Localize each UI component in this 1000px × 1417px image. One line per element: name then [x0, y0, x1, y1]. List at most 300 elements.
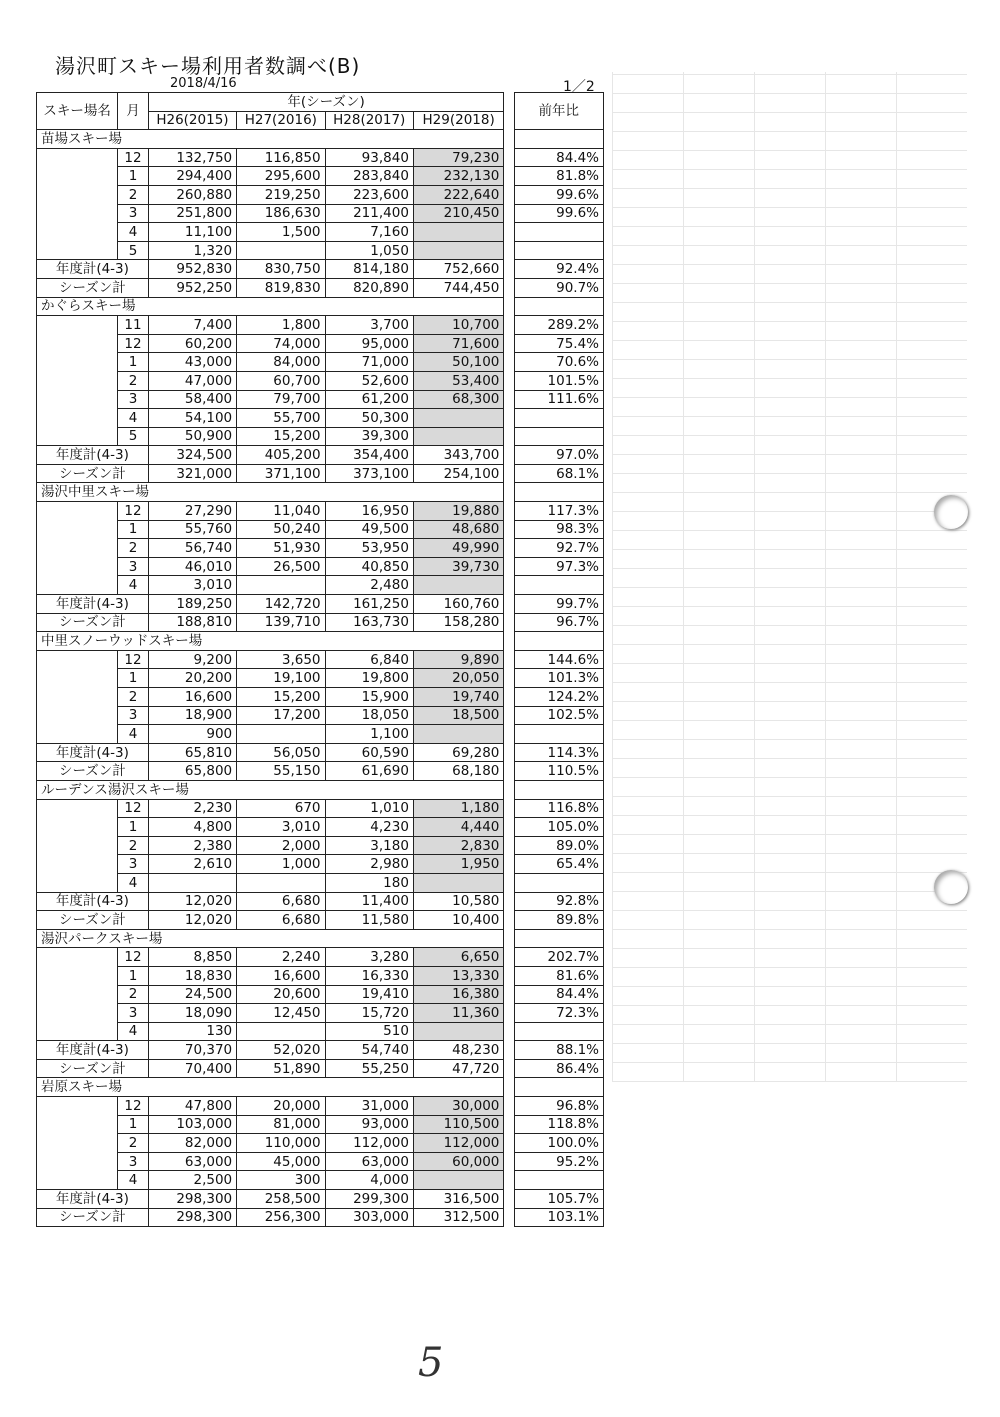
resort-name: 湯沢パークスキー場	[37, 929, 504, 948]
ratio-cell	[514, 929, 603, 948]
value-cell: 50,100	[413, 353, 503, 372]
value-cell: 8,850	[148, 948, 236, 967]
value-cell: 405,200	[237, 446, 325, 465]
value-cell: 70,370	[148, 1041, 236, 1060]
value-cell: 103,000	[148, 1115, 236, 1134]
value-cell: 39,730	[413, 557, 503, 576]
blank-cell	[37, 390, 118, 409]
blank-cell	[37, 966, 118, 985]
value-cell: 56,050	[237, 743, 325, 762]
value-cell: 20,050	[413, 669, 503, 688]
blank-cell	[37, 725, 118, 744]
ratio-value: 88.1%	[514, 1041, 603, 1060]
gap-cell	[504, 706, 514, 725]
value-cell: 4,000	[325, 1171, 413, 1190]
gap-cell	[504, 688, 514, 707]
blank-cell	[37, 427, 118, 446]
value-cell: 50,300	[325, 409, 413, 428]
value-cell: 53,400	[413, 371, 503, 390]
ratio-value	[514, 409, 603, 428]
total-row	[37, 1059, 604, 1078]
gap-cell	[504, 595, 514, 614]
gap-cell	[504, 873, 514, 892]
value-cell	[413, 873, 503, 892]
gap-cell	[504, 185, 514, 204]
section-row	[37, 1078, 604, 1097]
table-row	[37, 204, 604, 223]
ratio-value: 105.7%	[514, 1190, 603, 1209]
blank-cell	[37, 353, 118, 372]
ratio-cell	[514, 297, 603, 316]
blank-cell	[37, 223, 118, 242]
gap-cell	[504, 371, 514, 390]
page-number: 1／2	[563, 79, 595, 95]
month-cell: 3	[118, 557, 148, 576]
blank-cell	[37, 576, 118, 595]
ratio-value	[514, 725, 603, 744]
value-cell: 61,690	[325, 762, 413, 781]
value-cell: 18,500	[413, 706, 503, 725]
total-row	[37, 743, 604, 762]
blank-cell	[37, 371, 118, 390]
value-cell: 371,100	[237, 464, 325, 483]
table-row	[37, 1097, 604, 1116]
header-year-2: H28(2017)	[325, 111, 413, 130]
value-cell: 188,810	[148, 613, 236, 632]
value-cell	[237, 1022, 325, 1041]
show-through-reverse-page	[612, 72, 967, 1082]
total-label: シーズン計	[37, 1208, 149, 1227]
resort-name: 湯沢中里スキー場	[37, 483, 504, 502]
blank-cell	[37, 520, 118, 539]
header-ratio: 前年比	[514, 93, 603, 130]
blank-cell	[37, 241, 118, 260]
month-cell: 12	[118, 650, 148, 669]
value-cell: 1,050	[325, 241, 413, 260]
value-cell: 10,580	[413, 892, 503, 911]
gap-cell	[504, 167, 514, 186]
value-cell	[237, 576, 325, 595]
value-cell: 18,900	[148, 706, 236, 725]
month-cell: 2	[118, 1134, 148, 1153]
ratio-value: 100.0%	[514, 1134, 603, 1153]
gap-cell	[504, 836, 514, 855]
gap-cell	[504, 427, 514, 446]
month-cell: 3	[118, 855, 148, 874]
value-cell: 81,000	[237, 1115, 325, 1134]
total-label: シーズン計	[37, 464, 149, 483]
ratio-cell	[514, 780, 603, 799]
total-label: シーズン計	[37, 278, 149, 297]
blank-cell	[37, 1004, 118, 1023]
table-row	[37, 1115, 604, 1134]
value-cell: 2,000	[237, 836, 325, 855]
value-cell: 1,010	[325, 799, 413, 818]
header-year-1: H27(2016)	[237, 111, 325, 130]
table-row	[37, 966, 604, 985]
total-label: シーズン計	[37, 762, 149, 781]
table-row	[37, 1171, 604, 1190]
value-cell: 132,750	[148, 148, 236, 167]
value-cell: 51,930	[237, 539, 325, 558]
table-row	[37, 985, 604, 1004]
value-cell: 18,830	[148, 966, 236, 985]
value-cell: 6,650	[413, 948, 503, 967]
show-through-grid	[612, 72, 967, 1082]
value-cell: 830,750	[237, 260, 325, 279]
value-cell: 63,000	[325, 1152, 413, 1171]
gap-cell	[504, 1059, 514, 1078]
blank-cell	[37, 316, 118, 335]
month-cell: 5	[118, 427, 148, 446]
total-row	[37, 595, 604, 614]
ratio-value: 84.4%	[514, 985, 603, 1004]
month-cell: 12	[118, 502, 148, 521]
table-row	[37, 502, 604, 521]
ratio-cell	[514, 483, 603, 502]
ratio-value: 65.4%	[514, 855, 603, 874]
blank-cell	[37, 1171, 118, 1190]
gap-cell	[504, 316, 514, 335]
value-cell: 54,740	[325, 1041, 413, 1060]
value-cell: 11,580	[325, 911, 413, 930]
table-row	[37, 706, 604, 725]
ratio-value	[514, 223, 603, 242]
table-row	[37, 873, 604, 892]
value-cell: 2,240	[237, 948, 325, 967]
gap-cell	[504, 1097, 514, 1116]
value-cell: 1,800	[237, 316, 325, 335]
ratio-value	[514, 576, 603, 595]
ratio-value: 98.3%	[514, 520, 603, 539]
value-cell: 52,600	[325, 371, 413, 390]
ratio-value: 92.7%	[514, 539, 603, 558]
gap-cell	[504, 632, 514, 651]
value-cell: 19,800	[325, 669, 413, 688]
blank-cell	[37, 148, 118, 167]
gap-cell	[504, 1115, 514, 1134]
value-cell: 186,630	[237, 204, 325, 223]
blank-cell	[37, 818, 118, 837]
blank-cell	[37, 1097, 118, 1116]
table-row	[37, 948, 604, 967]
ratio-value	[514, 241, 603, 260]
value-cell: 65,800	[148, 762, 236, 781]
table-row	[37, 576, 604, 595]
gap-cell	[504, 130, 514, 149]
month-cell: 2	[118, 985, 148, 1004]
month-cell: 2	[118, 688, 148, 707]
gap-cell	[504, 334, 514, 353]
total-label: 年度計(4-3)	[37, 446, 149, 465]
value-cell: 47,720	[413, 1059, 503, 1078]
value-cell: 3,650	[237, 650, 325, 669]
ratio-value: 110.5%	[514, 762, 603, 781]
table-row	[37, 1134, 604, 1153]
ratio-value: 95.2%	[514, 1152, 603, 1171]
value-cell: 68,180	[413, 762, 503, 781]
value-cell: 11,360	[413, 1004, 503, 1023]
total-label: シーズン計	[37, 911, 149, 930]
value-cell: 50,900	[148, 427, 236, 446]
blank-cell	[37, 669, 118, 688]
value-cell: 189,250	[148, 595, 236, 614]
gap-cell	[504, 855, 514, 874]
value-cell: 19,100	[237, 669, 325, 688]
value-cell: 9,890	[413, 650, 503, 669]
month-cell: 2	[118, 371, 148, 390]
table-row	[37, 241, 604, 260]
ratio-value: 103.1%	[514, 1208, 603, 1227]
ratio-value: 118.8%	[514, 1115, 603, 1134]
value-cell: 39,300	[325, 427, 413, 446]
gap-cell	[504, 743, 514, 762]
value-cell: 45,000	[237, 1152, 325, 1171]
value-cell: 71,000	[325, 353, 413, 372]
resort-name: 苗場スキー場	[37, 130, 504, 149]
resort-name: 中里スノーウッドスキー場	[37, 632, 504, 651]
value-cell: 52,020	[237, 1041, 325, 1060]
ratio-value: 117.3%	[514, 502, 603, 521]
value-cell	[413, 223, 503, 242]
value-cell	[413, 725, 503, 744]
value-cell: 142,720	[237, 595, 325, 614]
value-cell: 20,000	[237, 1097, 325, 1116]
gap-cell	[504, 929, 514, 948]
value-cell: 670	[237, 799, 325, 818]
blank-cell	[37, 167, 118, 186]
value-cell: 60,200	[148, 334, 236, 353]
value-cell: 232,130	[413, 167, 503, 186]
table-row	[37, 427, 604, 446]
table-row	[37, 725, 604, 744]
value-cell	[237, 873, 325, 892]
month-cell: 11	[118, 316, 148, 335]
gap-cell	[504, 985, 514, 1004]
table-row	[37, 650, 604, 669]
value-cell: 31,000	[325, 1097, 413, 1116]
value-cell: 300	[237, 1171, 325, 1190]
blank-cell	[37, 1115, 118, 1134]
value-cell: 819,830	[237, 278, 325, 297]
value-cell	[413, 241, 503, 260]
value-cell: 343,700	[413, 446, 503, 465]
ratio-value: 101.3%	[514, 669, 603, 688]
punch-hole-bottom	[934, 870, 968, 904]
value-cell: 294,400	[148, 167, 236, 186]
month-cell: 4	[118, 1171, 148, 1190]
value-cell: 16,600	[237, 966, 325, 985]
value-cell: 3,280	[325, 948, 413, 967]
table-row	[37, 409, 604, 428]
value-cell: 69,280	[413, 743, 503, 762]
value-cell	[413, 1022, 503, 1041]
blank-cell	[37, 1152, 118, 1171]
table-row	[37, 316, 604, 335]
value-cell: 2,500	[148, 1171, 236, 1190]
total-row	[37, 613, 604, 632]
gap-cell	[504, 799, 514, 818]
month-cell: 4	[118, 873, 148, 892]
value-cell: 20,200	[148, 669, 236, 688]
value-cell: 110,000	[237, 1134, 325, 1153]
value-cell: 16,950	[325, 502, 413, 521]
value-cell: 952,250	[148, 278, 236, 297]
month-cell: 4	[118, 223, 148, 242]
value-cell	[413, 576, 503, 595]
total-label: 年度計(4-3)	[37, 595, 149, 614]
value-cell: 48,230	[413, 1041, 503, 1060]
value-cell: 222,640	[413, 185, 503, 204]
total-row	[37, 446, 604, 465]
value-cell: 26,500	[237, 557, 325, 576]
blank-cell	[37, 557, 118, 576]
value-cell: 752,660	[413, 260, 503, 279]
gap-cell	[504, 557, 514, 576]
value-cell: 1,180	[413, 799, 503, 818]
value-cell: 19,740	[413, 688, 503, 707]
header-gap	[504, 93, 514, 130]
value-cell: 68,300	[413, 390, 503, 409]
ratio-value: 86.4%	[514, 1059, 603, 1078]
month-cell: 4	[118, 576, 148, 595]
gap-cell	[504, 1004, 514, 1023]
value-cell: 82,000	[148, 1134, 236, 1153]
ratio-value: 89.0%	[514, 836, 603, 855]
ratio-value: 102.5%	[514, 706, 603, 725]
table-row	[37, 353, 604, 372]
total-row	[37, 464, 604, 483]
gap-cell	[504, 502, 514, 521]
month-cell: 1	[118, 353, 148, 372]
value-cell: 354,400	[325, 446, 413, 465]
value-cell: 24,500	[148, 985, 236, 1004]
value-cell: 6,840	[325, 650, 413, 669]
value-cell: 2,480	[325, 576, 413, 595]
gap-cell	[504, 1171, 514, 1190]
blank-cell	[37, 204, 118, 223]
gap-cell	[504, 297, 514, 316]
value-cell: 54,100	[148, 409, 236, 428]
month-cell: 4	[118, 409, 148, 428]
month-cell: 2	[118, 539, 148, 558]
total-label: 年度計(4-3)	[37, 892, 149, 911]
value-cell: 15,900	[325, 688, 413, 707]
value-cell: 43,000	[148, 353, 236, 372]
month-cell: 12	[118, 1097, 148, 1116]
value-cell: 46,010	[148, 557, 236, 576]
value-cell: 3,010	[148, 576, 236, 595]
blank-cell	[37, 873, 118, 892]
value-cell: 1,500	[237, 223, 325, 242]
month-cell: 1	[118, 167, 148, 186]
value-cell: 51,890	[237, 1059, 325, 1078]
value-cell: 63,000	[148, 1152, 236, 1171]
gap-cell	[504, 278, 514, 297]
value-cell: 55,250	[325, 1059, 413, 1078]
month-cell: 4	[118, 725, 148, 744]
value-cell: 130	[148, 1022, 236, 1041]
blank-cell	[37, 985, 118, 1004]
table-row	[37, 148, 604, 167]
value-cell: 299,300	[325, 1190, 413, 1209]
ratio-value: 68.1%	[514, 464, 603, 483]
value-cell: 2,980	[325, 855, 413, 874]
value-cell: 744,450	[413, 278, 503, 297]
value-cell: 6,680	[237, 892, 325, 911]
value-cell: 6,680	[237, 911, 325, 930]
ratio-value	[514, 427, 603, 446]
value-cell: 158,280	[413, 613, 503, 632]
value-cell	[413, 1171, 503, 1190]
table-row	[37, 1022, 604, 1041]
value-cell: 324,500	[148, 446, 236, 465]
table-row	[37, 669, 604, 688]
value-cell: 211,400	[325, 204, 413, 223]
table-row	[37, 520, 604, 539]
ratio-value: 75.4%	[514, 334, 603, 353]
value-cell: 55,700	[237, 409, 325, 428]
value-cell: 298,300	[148, 1208, 236, 1227]
value-cell: 16,380	[413, 985, 503, 1004]
total-label: 年度計(4-3)	[37, 1190, 149, 1209]
section-row	[37, 929, 604, 948]
table-row	[37, 539, 604, 558]
document-date: 2018/4/16	[170, 76, 237, 91]
table-row	[37, 334, 604, 353]
value-cell: 19,410	[325, 985, 413, 1004]
value-cell: 303,000	[325, 1208, 413, 1227]
blank-cell	[37, 334, 118, 353]
value-cell: 161,250	[325, 595, 413, 614]
ratio-value	[514, 873, 603, 892]
month-cell: 4	[118, 1022, 148, 1041]
value-cell: 20,600	[237, 985, 325, 1004]
value-cell: 180	[325, 873, 413, 892]
ratio-value: 289.2%	[514, 316, 603, 335]
value-cell	[413, 409, 503, 428]
value-cell	[237, 241, 325, 260]
table-row	[37, 371, 604, 390]
value-cell: 11,400	[325, 892, 413, 911]
value-cell: 283,840	[325, 167, 413, 186]
value-cell: 223,600	[325, 185, 413, 204]
gap-cell	[504, 576, 514, 595]
month-cell: 3	[118, 1152, 148, 1171]
gap-cell	[504, 409, 514, 428]
value-cell: 4,440	[413, 818, 503, 837]
ratio-value: 105.0%	[514, 818, 603, 837]
value-cell	[148, 873, 236, 892]
value-cell: 163,730	[325, 613, 413, 632]
value-cell: 510	[325, 1022, 413, 1041]
value-cell: 84,000	[237, 353, 325, 372]
header-year-group: 年(シーズン)	[148, 93, 504, 112]
blank-cell	[37, 799, 118, 818]
resort-name: 岩原スキー場	[37, 1078, 504, 1097]
blank-cell	[37, 855, 118, 874]
blank-cell	[37, 502, 118, 521]
value-cell: 112,000	[413, 1134, 503, 1153]
value-cell: 60,700	[237, 371, 325, 390]
month-cell: 5	[118, 241, 148, 260]
gap-cell	[504, 204, 514, 223]
value-cell: 27,290	[148, 502, 236, 521]
ratio-value: 81.8%	[514, 167, 603, 186]
value-cell	[237, 725, 325, 744]
value-cell: 18,090	[148, 1004, 236, 1023]
ratio-value: 97.3%	[514, 557, 603, 576]
